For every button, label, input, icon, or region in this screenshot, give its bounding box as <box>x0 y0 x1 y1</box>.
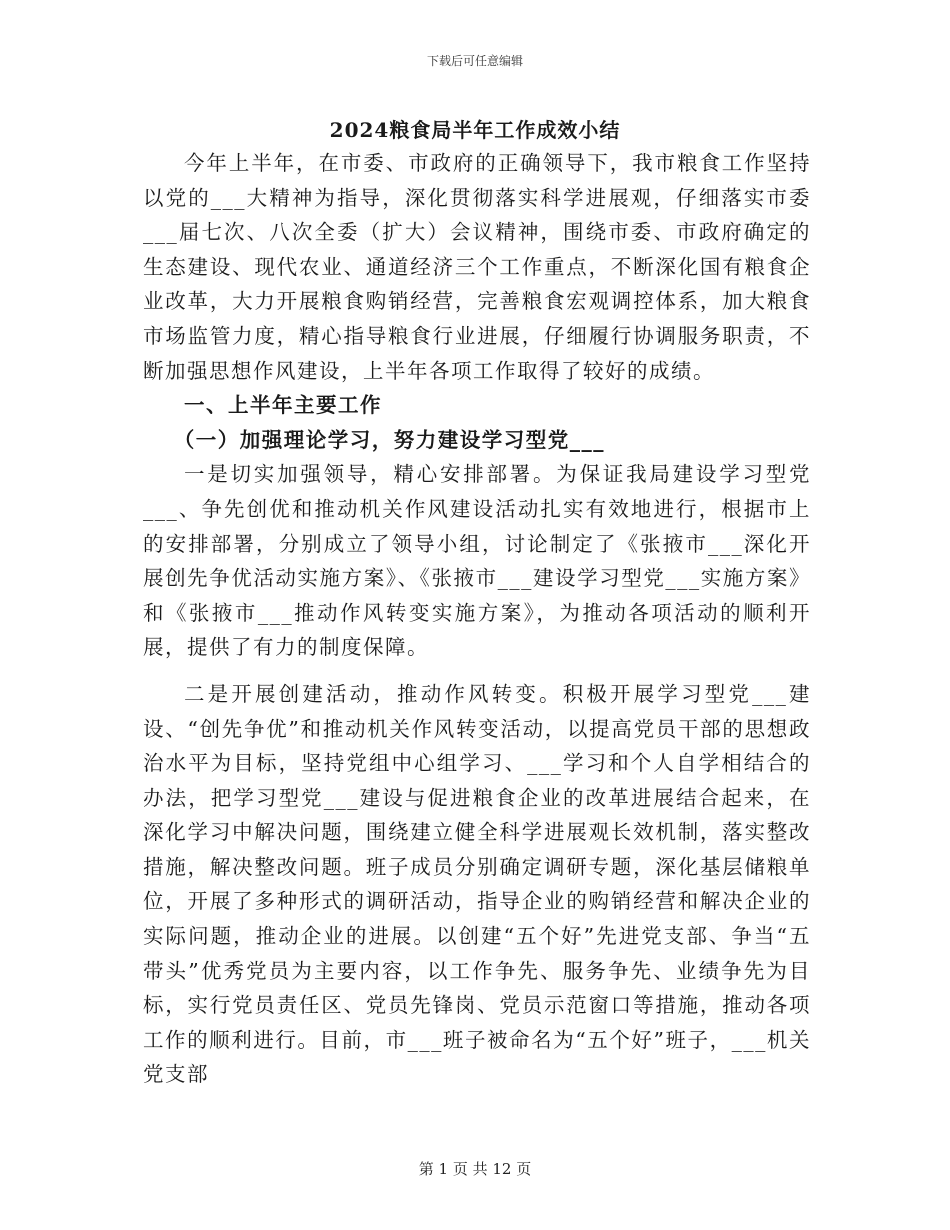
subsection-heading: （一）加强理论学习，努力建设学习型党___ <box>173 427 605 452</box>
paragraph-item-1: 一是切实加强领导，精心安排部署。为保证我局建设学习型党___、争先创优和推动机关作风建设活动扎实有效地进行，根据市上的安排部署，分别成立了领导小组，讨论制定了《张掖市___深化开展创先争优活动实施方案》、《张掖市___建设学习型党___实施方案》和《张掖市___推动作风转变实施方案》，为推动各项活动的顺利开展，提供了有力的制度保障。 <box>143 462 811 660</box>
page-header-note: 下载后可任意编辑 <box>426 54 523 68</box>
paragraph-item-2: 二是开展创建活动，推动作风转变。积极开展学习型党___建设、“创先争优”和推动机关作风转变活动，以提高党员干部的思想政治水平为目标，坚持党组中心组学习、___学习和个人自学相结合的办法，把学习型党___建设与促进粮食企业的改革进展结合起来，在深化学习中解决问题，围绕建立健全科学进展观长效机制，落实整改措施，解决整改问题。班子成员分别确定调研专题，深化基层储粮单位，开展了多种形式的调研活动，指导企业的购销经营和解决企业的实际问题，推动企业的进展。以创建“五个好”先进党支部、争当“五带头”优秀党员为主要内容，以工作争先、服务争先、业绩争先为目标，实行党员责任区、党员先锋岗、党员示范窗口等措施，推动各项工作的顺利进行。目前，市___班子被命名为“五个好”班子，___机关党支部 <box>143 681 811 1087</box>
page-number-footer: 第 1 页 共 12 页 <box>418 1160 532 1178</box>
document-body <box>143 146 811 1092</box>
paragraph-intro: 今年上半年，在市委、市政府的正确领导下，我市粮食工作坚持以党的___大精神为指导，深化贯彻落实科学进展观，仔细落实市委___届七次、八次全委（扩大）会议精神，围绕市委、市政府确定的生态建设、现代农业、通道经济三个工作重点，不断深化国有粮食企业改革，大力开展粮食购销经营，完善粮食宏观调控体系，加大粮食市场监管力度，精心指导粮食行业进展，仔细履行协调服务职责，不断加强思想作风建设，上半年各项工作取得了较好的成绩。 <box>143 151 811 383</box>
document-title: 2024粮食局半年工作成效小结 <box>329 118 621 142</box>
section-heading: 一、上半年主要工作 <box>184 393 382 418</box>
